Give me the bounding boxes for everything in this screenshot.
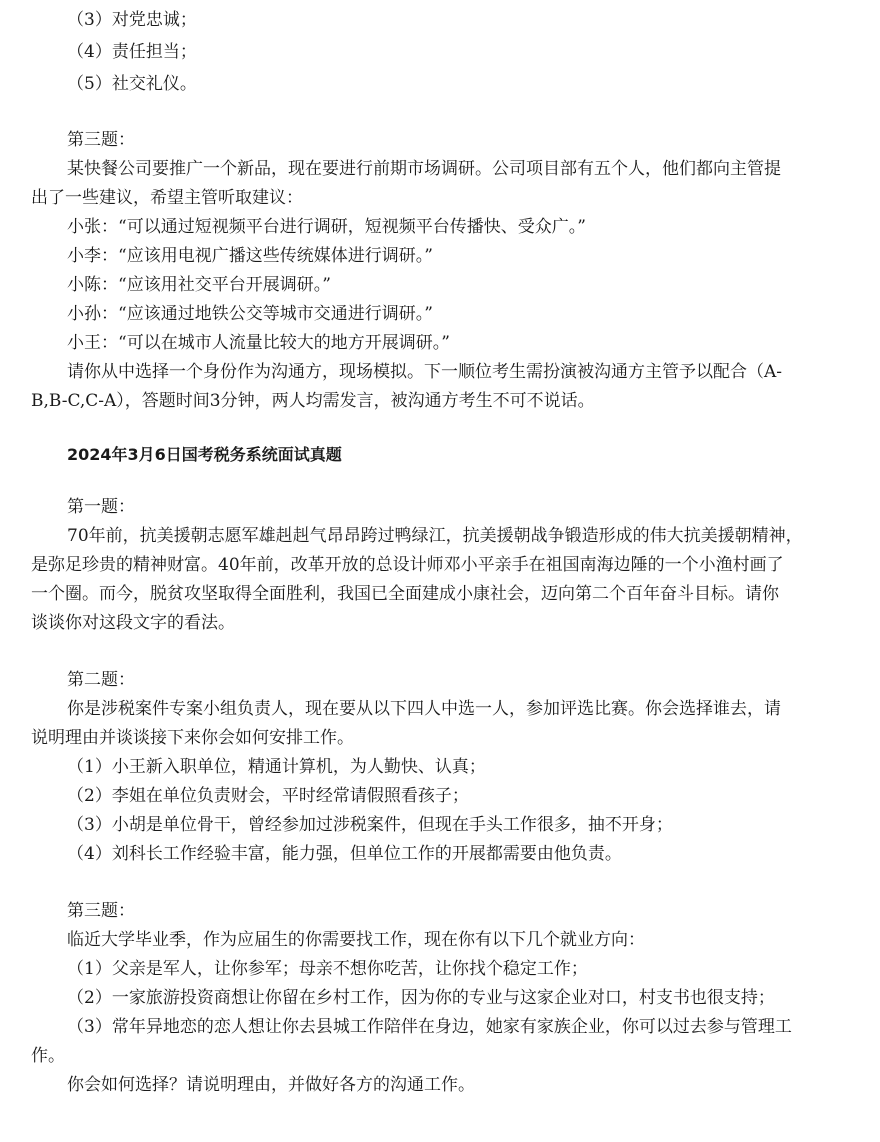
list-item: （4）责任担当； [67,42,197,62]
question-title: 第二题： [67,670,135,690]
paragraph-line: 是弥足珍贵的精神财富。40年前，改革开放的总设计师邓小平亲手在祖国南海边陲的一个小渔村画了 [31,555,784,575]
paragraph-line: 出了一些建议，希望主管听取建议： [31,188,303,208]
paragraph-line: 请你从中选择一个身份作为沟通方，现场模拟。下一顺位考生需扮演被沟通方主管予以配合（A- [67,362,783,382]
list-item: （5）社交礼仪。 [67,74,197,94]
paragraph-line: 70年前，抗美援朝志愿军雄赳赳气昂昂跨过鸭绿江，抗美援朝战争锻造形成的伟大抗美援朝精神， [67,526,803,546]
paragraph-line: 一个圈。而今，脱贫攻坚取得全面胜利，我国已全面建成小康社会，迈向第二个百年奋斗目标。请你 [31,584,779,604]
paragraph-line: 谈谈你对这段文字的看法。 [31,613,235,633]
question-title: 第三题： [67,901,135,921]
quote-line: 小张：“可以通过短视频平台进行调研，短视频平台传播快、受众广。” [67,217,586,237]
list-item: （3）小胡是单位骨干，曾经参加过涉税案件，但现在手头工作很多，抽不开身； [67,815,673,835]
paragraph-line: 你会如何选择？请说明理由，并做好各方的沟通工作。 [67,1075,475,1095]
list-item: （2）李姐在单位负责财会，平时经常请假照看孩子； [67,786,469,806]
quote-line: 小李：“应该用电视广播这些传统媒体进行调研。” [67,246,433,266]
question-title: 第三题： [67,130,135,150]
list-item: （4）刘科长工作经验丰富，能力强，但单位工作的开展都需要由他负责。 [67,844,622,864]
paragraph-line: 说明理由并谈谈接下来你会如何安排工作。 [31,728,354,748]
quote-line: 小孙：“应该通过地铁公交等城市交通进行调研。” [67,304,433,324]
quote-line: 小王：“可以在城市人流量比较大的地方开展调研。” [67,333,450,353]
paragraph-line: 你是涉税案件专案小组负责人，现在要从以下四人中选一人，参加评选比赛。你会选择谁去，请 [67,699,781,719]
list-item-continuation: 作。 [31,1046,65,1066]
list-item: （3）对党忠诚； [67,10,197,30]
list-item: （1）小王新入职单位，精通计算机，为人勤快、认真； [67,757,486,777]
paragraph-line: 某快餐公司要推广一个新品，现在要进行前期市场调研。公司项目部有五个人，他们都向主管提 [67,159,781,179]
paragraph-line: 临近大学毕业季，作为应届生的你需要找工作，现在你有以下几个就业方向： [67,930,645,950]
section-heading: 2024年3月6日国考税务系统面试真题 [67,445,342,464]
list-item: （1）父亲是军人，让你参军；母亲不想你吃苦，让你找个稳定工作； [67,959,588,979]
question-title: 第一题： [67,497,135,517]
list-item: （3）常年异地恋的恋人想让你去县城工作陪伴在身边，她家有家族企业，你可以过去参与管理工 [67,1017,792,1037]
list-item: （2）一家旅游投资商想让你留在乡村工作，因为你的专业与这家企业对口，村支书也很支持； [67,988,775,1008]
quote-line: 小陈：“应该用社交平台开展调研。” [67,275,331,295]
paragraph-line: B,B-C,C-A），答题时间3分钟，两人均需发言，被沟通方考生不可不说话。 [31,391,595,411]
